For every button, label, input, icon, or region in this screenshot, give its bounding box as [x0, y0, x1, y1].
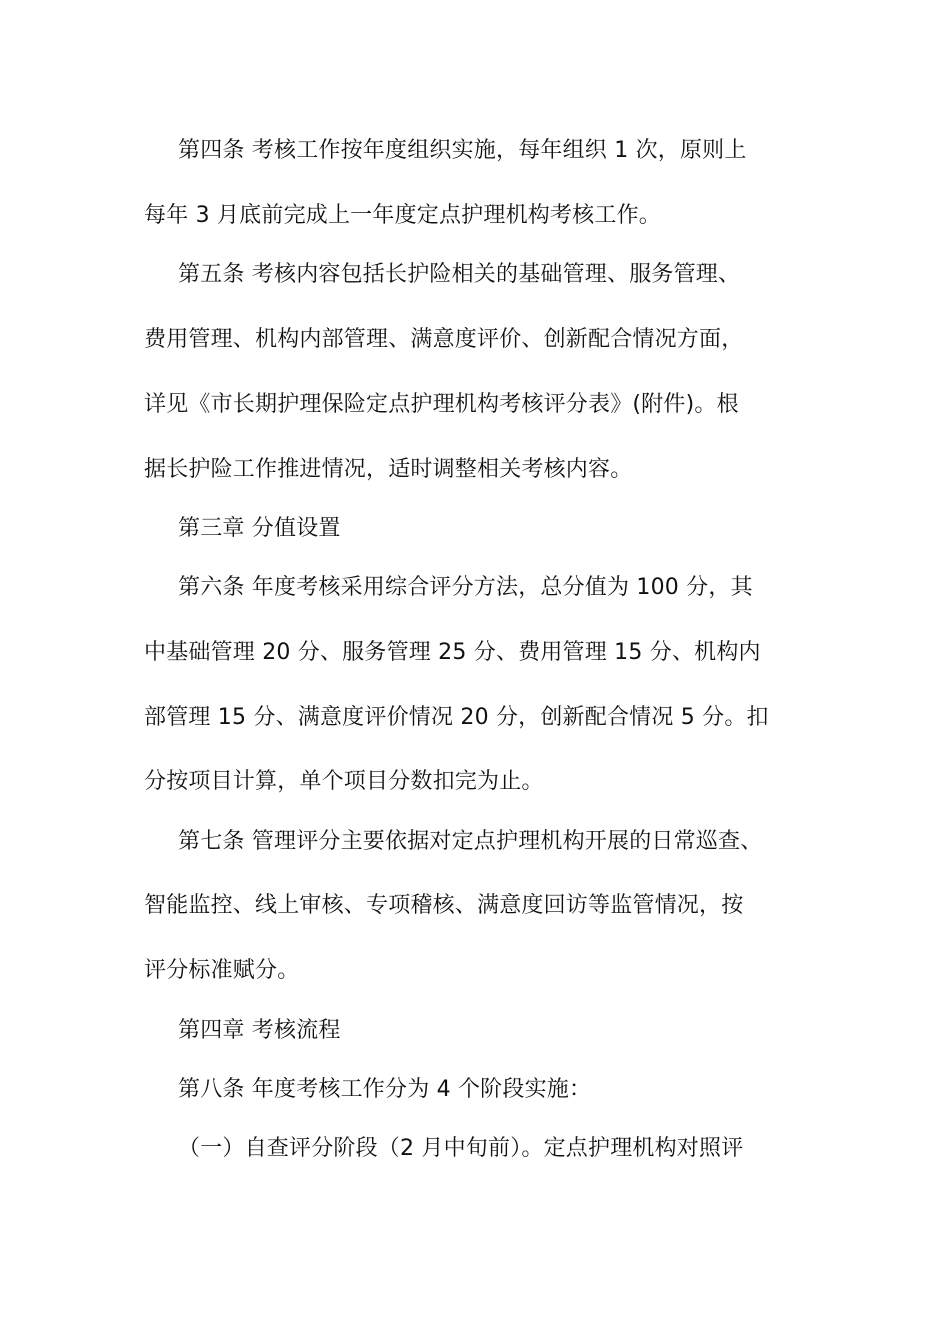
- chapter-4-heading: 第四章 考核流程: [178, 1018, 341, 1043]
- article-8-line-1: 第八条 年度考核工作分为 4 个阶段实施：: [178, 1077, 592, 1102]
- article-5-line-2: 费用管理、机构内部管理、满意度评价、创新配合情况方面，: [144, 327, 744, 352]
- article-8-item-1-line: （一）自查评分阶段（2 月中旬前）。定点护理机构对照评: [178, 1136, 744, 1161]
- article-6-line-1: 第六条 年度考核采用综合评分方法，总分值为 100 分，其: [178, 575, 753, 600]
- article-7-line-3: 评分标准赋分。: [144, 958, 300, 983]
- article-5-line-4: 据长护险工作推进情况，适时调整相关考核内容。: [144, 457, 633, 482]
- article-5-line-1: 第五条 考核内容包括长护险相关的基础管理、服务管理、: [178, 262, 741, 287]
- article-5-line-3: 详见《市长期护理保险定点护理机构考核评分表》(附件)。根: [144, 392, 739, 417]
- article-4-line-2: 每年 3 月底前完成上一年度定点护理机构考核工作。: [144, 203, 661, 228]
- article-4-line-1: 第四条 考核工作按年度组织实施，每年组织 1 次，原则上: [178, 138, 747, 163]
- article-6-line-3: 部管理 15 分、满意度评价情况 20 分，创新配合情况 5 分。扣: [144, 705, 769, 730]
- article-6-line-4: 分按项目计算，单个项目分数扣完为止。: [144, 769, 544, 794]
- article-6-line-2: 中基础管理 20 分、服务管理 25 分、费用管理 15 分、机构内: [144, 640, 761, 665]
- article-7-line-1: 第七条 管理评分主要依据对定点护理机构开展的日常巡查、: [178, 829, 763, 854]
- chapter-3-heading: 第三章 分值设置: [178, 516, 341, 541]
- article-7-line-2: 智能监控、线上审核、专项稽核、满意度回访等监管情况，按: [144, 893, 744, 918]
